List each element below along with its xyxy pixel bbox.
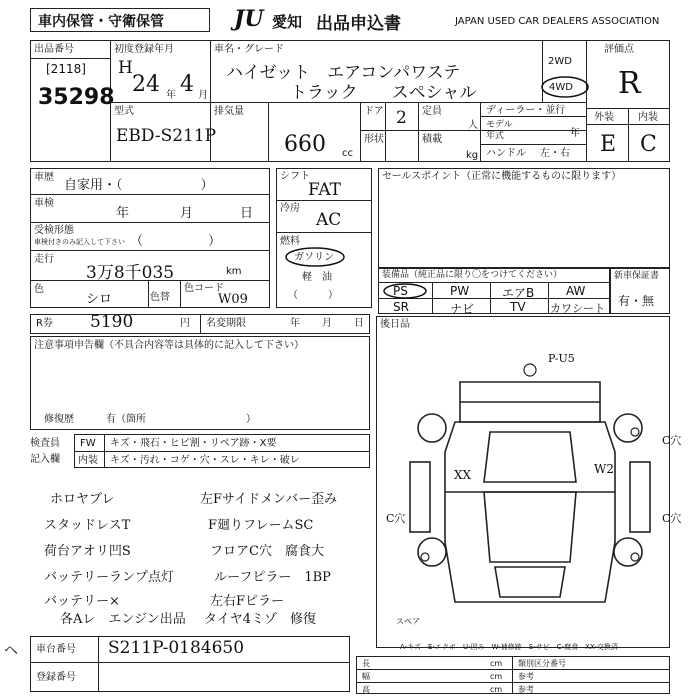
association-name: JAPAN USED CAR DEALERS ASSOCIATION — [455, 16, 660, 27]
equip-kawa: カワシート — [550, 302, 605, 315]
int-key-items: キズ・汚れ・コゲ・穴・スレ・キレ・破レ — [110, 455, 300, 466]
registration-year-unit: 年 — [166, 90, 176, 101]
int-key-label: 内装 — [78, 455, 98, 466]
color-swap-label: 色替 — [150, 292, 170, 303]
equip-pw: PW — [450, 284, 470, 298]
history-value: 自家用・（ ） — [64, 178, 214, 193]
mark-rr-right: C穴 — [662, 512, 682, 525]
doors-value: 2 — [396, 108, 407, 128]
model-year-label1: モデル — [486, 120, 513, 130]
model-label: 型式 — [114, 106, 134, 117]
inspector-note: スタッドレスT — [44, 518, 131, 533]
model-year-label2: 年式 — [486, 131, 505, 141]
inspection-year-unit: 年 — [116, 206, 130, 221]
shape-label: 形状 — [364, 134, 384, 145]
equip-navi: ナビ — [450, 302, 475, 316]
mileage-value: 3万8千035 — [86, 263, 175, 283]
fuel-diesel: 軽 油 — [302, 272, 332, 283]
fuel-gasoline: ガソリン — [294, 252, 334, 263]
exterior-label: 外装 — [594, 112, 614, 123]
handle-label: ハンドル — [486, 148, 526, 159]
inspector-note-right: 左Fサイドメンバー歪み — [200, 492, 338, 507]
dim-length-unit: cm — [490, 659, 503, 668]
chassis-value: S211P-0184650 — [108, 638, 245, 658]
color-code-value: W09 — [218, 292, 248, 307]
inspector-note: バッテリー× — [44, 594, 120, 609]
equipment-label: 装備品（純正品に限り〇をつけてください） — [382, 270, 563, 280]
storage-label: 車内保管・守衛保管 — [38, 14, 164, 30]
form-title: 出品申込書 — [316, 14, 401, 34]
registration-month-unit: 月 — [198, 90, 208, 101]
mileage-unit: km — [226, 266, 242, 277]
mark-right-mid: W2 — [594, 462, 614, 476]
recall-value: （ ） — [130, 234, 222, 249]
recycle-value: 5190 — [90, 312, 134, 332]
interior-value: C — [640, 132, 657, 157]
grade-label: 評価点 — [604, 44, 634, 55]
inspector-note: ホロヤブレ — [50, 492, 115, 507]
cooling-label: 冷房 — [280, 203, 300, 214]
equip-airbag: エアB — [502, 286, 535, 300]
lot-label: 出品番号 — [34, 44, 74, 55]
spare-label: スペア — [396, 617, 420, 626]
dim-width: 幅 — [362, 672, 370, 681]
inspector-note-right: タイヤ4ミゾ 修復 — [204, 612, 317, 627]
registration-label: 初度登録年月 — [114, 44, 174, 55]
inspection-month-unit: 月 — [180, 206, 194, 221]
dimension-table — [356, 656, 670, 694]
mark-fr-right: C穴 — [662, 434, 682, 447]
repair-value: 有（箇所 ） — [106, 414, 256, 425]
aftermarket-label: 後日品 — [380, 319, 410, 330]
model-value: EBD-S211P — [116, 126, 217, 146]
region-label: 愛知 — [272, 13, 303, 31]
dim-length: 長 — [362, 659, 370, 668]
margin-mark: ヘ — [4, 643, 18, 659]
fw-items: キズ・飛石・ヒビ割・リペア跡・X要 — [110, 438, 277, 449]
lot-subcode: [2118] — [46, 62, 86, 76]
ref-label-2: 参考 — [518, 685, 534, 694]
lot-number: 35298 — [38, 85, 115, 110]
displacement-unit: cc — [342, 148, 353, 159]
mark-rr-left: C穴 — [386, 512, 406, 525]
registration-month: 4 — [180, 72, 194, 97]
damage-legend: A-キズ E-エクボ U-凹み W-補修跡 S-サビ C-腐食 XX-交換済 — [400, 643, 618, 651]
exterior-value: E — [600, 132, 617, 157]
doors-label: ドア — [364, 106, 384, 117]
mileage-label: 走行 — [34, 254, 54, 265]
color-label: 色 — [34, 284, 44, 295]
color-value: シロ — [86, 292, 113, 307]
dealer-label: ディーラー・並行 — [486, 105, 566, 116]
fuel-other: （ ） — [288, 290, 338, 301]
capacity-unit: 人 — [468, 120, 478, 131]
equip-tv: TV — [510, 300, 526, 314]
equip-aw: AW — [566, 284, 586, 298]
dim-height: 高 — [362, 685, 370, 694]
name-change-year: 年 — [290, 318, 300, 329]
history-label: 車歴 — [34, 172, 54, 183]
shift-value: FAT — [308, 180, 342, 200]
inspector-note: 荷台アオリ凹S — [44, 544, 131, 559]
inspector-note: バッテリーランプ点灯 — [44, 570, 175, 585]
recall-label: 受検形態 — [34, 225, 74, 236]
car-name-label: 車名・グレード — [214, 44, 284, 55]
sales-point-label: セールスポイント（正常に機能するものに限ります） — [382, 171, 622, 182]
displacement-label: 排気量 — [214, 106, 244, 117]
reg-number-label: 登録番号 — [36, 672, 76, 683]
shift-label: シフト — [280, 171, 310, 182]
recycle-unit: 円 — [180, 318, 190, 329]
inspector-note-right: F廻りフレームSC — [208, 518, 314, 533]
notes-label: 注意事項申告欄（不具合内容等は具体的に記入して下さい） — [34, 340, 304, 351]
load-label: 積載 — [422, 134, 442, 145]
recall-note: 車検付きのみ記入して下さい — [34, 238, 125, 246]
inspection-day-unit: 日 — [240, 206, 254, 221]
name-change-month: 月 — [322, 318, 332, 329]
warranty-label: 新車保証書 — [614, 271, 660, 281]
recycle-label: R券 — [36, 318, 53, 329]
inspector-note: 各Aレ エンジン出品 — [60, 612, 186, 627]
equip-sr: SR — [393, 300, 409, 314]
drive-4wd: 4WD — [549, 82, 573, 93]
mark-left-mid: XX — [454, 468, 472, 482]
mark-top: P-U5 — [548, 352, 575, 365]
fuel-label: 燃料 — [280, 236, 300, 247]
name-change-day: 日 — [354, 318, 364, 329]
displacement-value: 660 — [284, 132, 326, 157]
sales-point-box — [378, 168, 670, 268]
name-change-label: 名変期限 — [206, 318, 246, 329]
car-diagram — [400, 362, 660, 622]
repair-label: 修復歴 — [44, 414, 74, 425]
inspector-note-right: フロアC穴 腐食大 — [210, 544, 324, 559]
equip-ps: PS — [393, 284, 408, 298]
class-label: 類別区分番号 — [518, 659, 566, 668]
handle-value: 左・右 — [540, 148, 570, 159]
inspector-label1: 検査員 — [30, 438, 60, 449]
inspector-label2: 記入欄 — [30, 454, 60, 465]
warranty-value: 有・無 — [618, 294, 655, 308]
cooling-value: AC — [316, 210, 342, 230]
dim-height-unit: cm — [490, 685, 503, 694]
inspector-note-right: 左右Fピラー — [210, 594, 285, 609]
ref-label-1: 参考 — [518, 672, 534, 681]
car-name-line2: トラック スペシャル — [290, 83, 477, 103]
inspector-note-right: ルーフピラー 1BP — [214, 570, 331, 585]
drive-2wd: 2WD — [548, 56, 572, 67]
chassis-label: 車台番号 — [36, 644, 76, 655]
model-year-unit: 年 — [570, 128, 580, 139]
registration-era: H — [118, 58, 133, 78]
ju-logo: JU — [234, 6, 264, 32]
interior-label: 内装 — [638, 112, 658, 123]
car-name-line1: ハイゼット エアコンパワステ — [226, 63, 461, 83]
dim-width-unit: cm — [490, 672, 503, 681]
capacity-label: 定員 — [422, 106, 442, 117]
inspection-label: 車検 — [34, 198, 54, 209]
load-unit: kg — [466, 150, 479, 161]
grade-value: R — [618, 66, 641, 101]
registration-year: 24 — [132, 72, 160, 97]
color-code-label: 色コード — [184, 283, 224, 294]
fw-label: FW — [80, 438, 96, 449]
